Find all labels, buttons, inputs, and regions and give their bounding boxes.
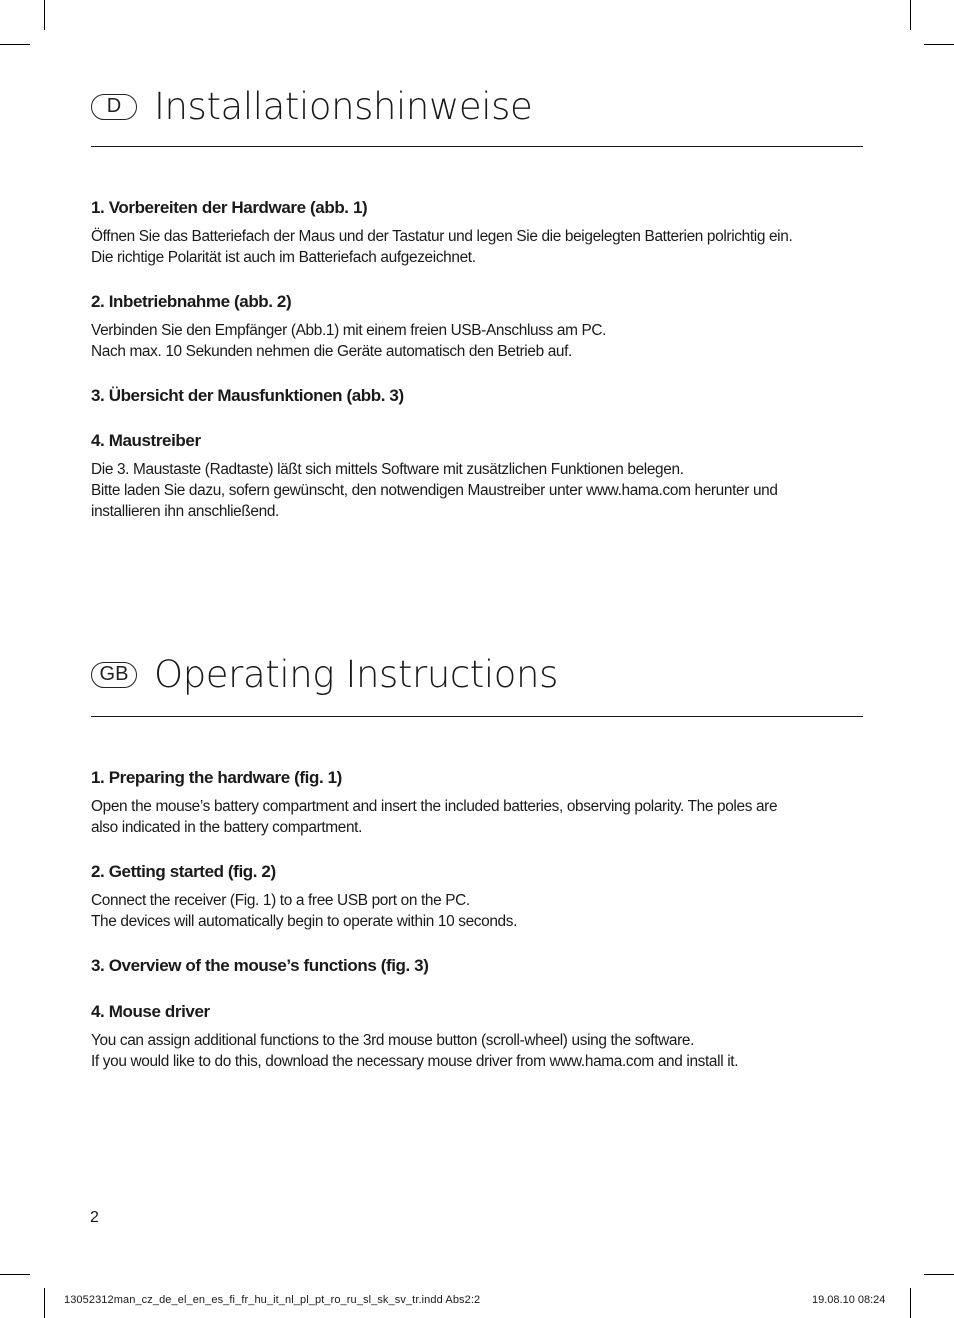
instruction-heading: 1. Preparing the hardware (fig. 1) (91, 768, 342, 787)
instruction-heading: 2. Getting started (fig. 2) (91, 862, 276, 881)
text-line: Die richtige Polarität ist auch im Batteriefach aufgezeichnet. (91, 249, 476, 266)
instruction-text (91, 796, 871, 838)
text-line: Die 3. Maustaste (Radtaste) läßt sich mittels Software mit zusätzlichen Funktionen belegen. (91, 461, 684, 478)
instruction-text (91, 459, 871, 522)
text-line: Verbinden Sie den Empfänger (Abb.1) mit einem freien USB-Anschluss am PC. (91, 322, 607, 339)
language-badge-gb: GB (91, 662, 137, 688)
crop-mark (44, 1288, 45, 1318)
instruction-heading: 4. Mouse driver (91, 1002, 210, 1021)
instruction-text (91, 890, 871, 932)
text-line: also indicated in the battery compartment. (91, 819, 363, 836)
text-line: Connect the receiver (Fig. 1) to a free USB port on the PC. (91, 892, 470, 909)
crop-mark (910, 0, 911, 30)
crop-mark (924, 44, 954, 45)
language-badge-de: D (91, 94, 137, 120)
instruction-heading: 2. Inbetriebnahme (abb. 2) (91, 292, 292, 311)
instruction-item (91, 956, 871, 976)
text-line: Nach max. 10 Sekunden nehmen die Geräte automatisch den Betrieb auf. (91, 343, 572, 360)
crop-mark (910, 1288, 911, 1318)
crop-mark (0, 44, 30, 45)
text-line: installieren ihn anschließend. (91, 503, 279, 520)
text-line: Bitte laden Sie dazu, sofern gewünscht, den notwendigen Maustreiber unter www.hama.com herunter und (91, 482, 778, 499)
instruction-heading: 3. Übersicht der Mausfunktionen (abb. 3) (91, 386, 404, 405)
crop-mark (44, 0, 45, 30)
text-line: Öffnen Sie das Batteriefach der Maus und der Tastatur und legen Sie die beigelegten Batterien polrichtig ein. (91, 228, 793, 245)
instruction-item (91, 431, 871, 522)
section-divider (91, 716, 863, 717)
instruction-item (91, 198, 871, 268)
instruction-item (91, 862, 871, 932)
page-number: 2 (90, 1209, 99, 1226)
instruction-text (91, 320, 871, 362)
instruction-item (91, 1002, 871, 1072)
print-slug-date: 19.08.10 08:24 (812, 1294, 886, 1306)
section-header-de (91, 85, 533, 128)
text-line: If you would like to do this, download the necessary mouse driver from www.hama.com and install it. (91, 1053, 739, 1070)
instruction-text (91, 1030, 871, 1072)
instruction-heading: 4. Maustreiber (91, 431, 201, 450)
instruction-item (91, 386, 871, 406)
instruction-item (91, 768, 871, 838)
print-slug-filename: 13052312man_cz_de_el_en_es_fi_fr_hu_it_nl_pl_pt_ro_ru_sl_sk_sv_tr.indd Abs2:2 (64, 1294, 481, 1306)
text-line: Open the mouse’s battery compartment and insert the included batteries, observing polarity. The poles are (91, 798, 778, 815)
section-title-gb: Operating Instructions (154, 653, 558, 696)
crop-mark (0, 1274, 30, 1275)
instruction-item (91, 292, 871, 362)
section-divider (91, 146, 863, 147)
text-line: You can assign additional functions to the 3rd mouse button (scroll-wheel) using the software. (91, 1032, 695, 1049)
instruction-text (91, 226, 871, 268)
instruction-heading: 1. Vorbereiten der Hardware (abb. 1) (91, 198, 368, 217)
section-header-gb (91, 653, 558, 696)
instruction-heading: 3. Overview of the mouse’s functions (fig. 3) (91, 956, 429, 975)
text-line: The devices will automatically begin to operate within 10 seconds. (91, 913, 518, 930)
section-title-de: Installationshinweise (154, 85, 533, 128)
crop-mark (924, 1274, 954, 1275)
